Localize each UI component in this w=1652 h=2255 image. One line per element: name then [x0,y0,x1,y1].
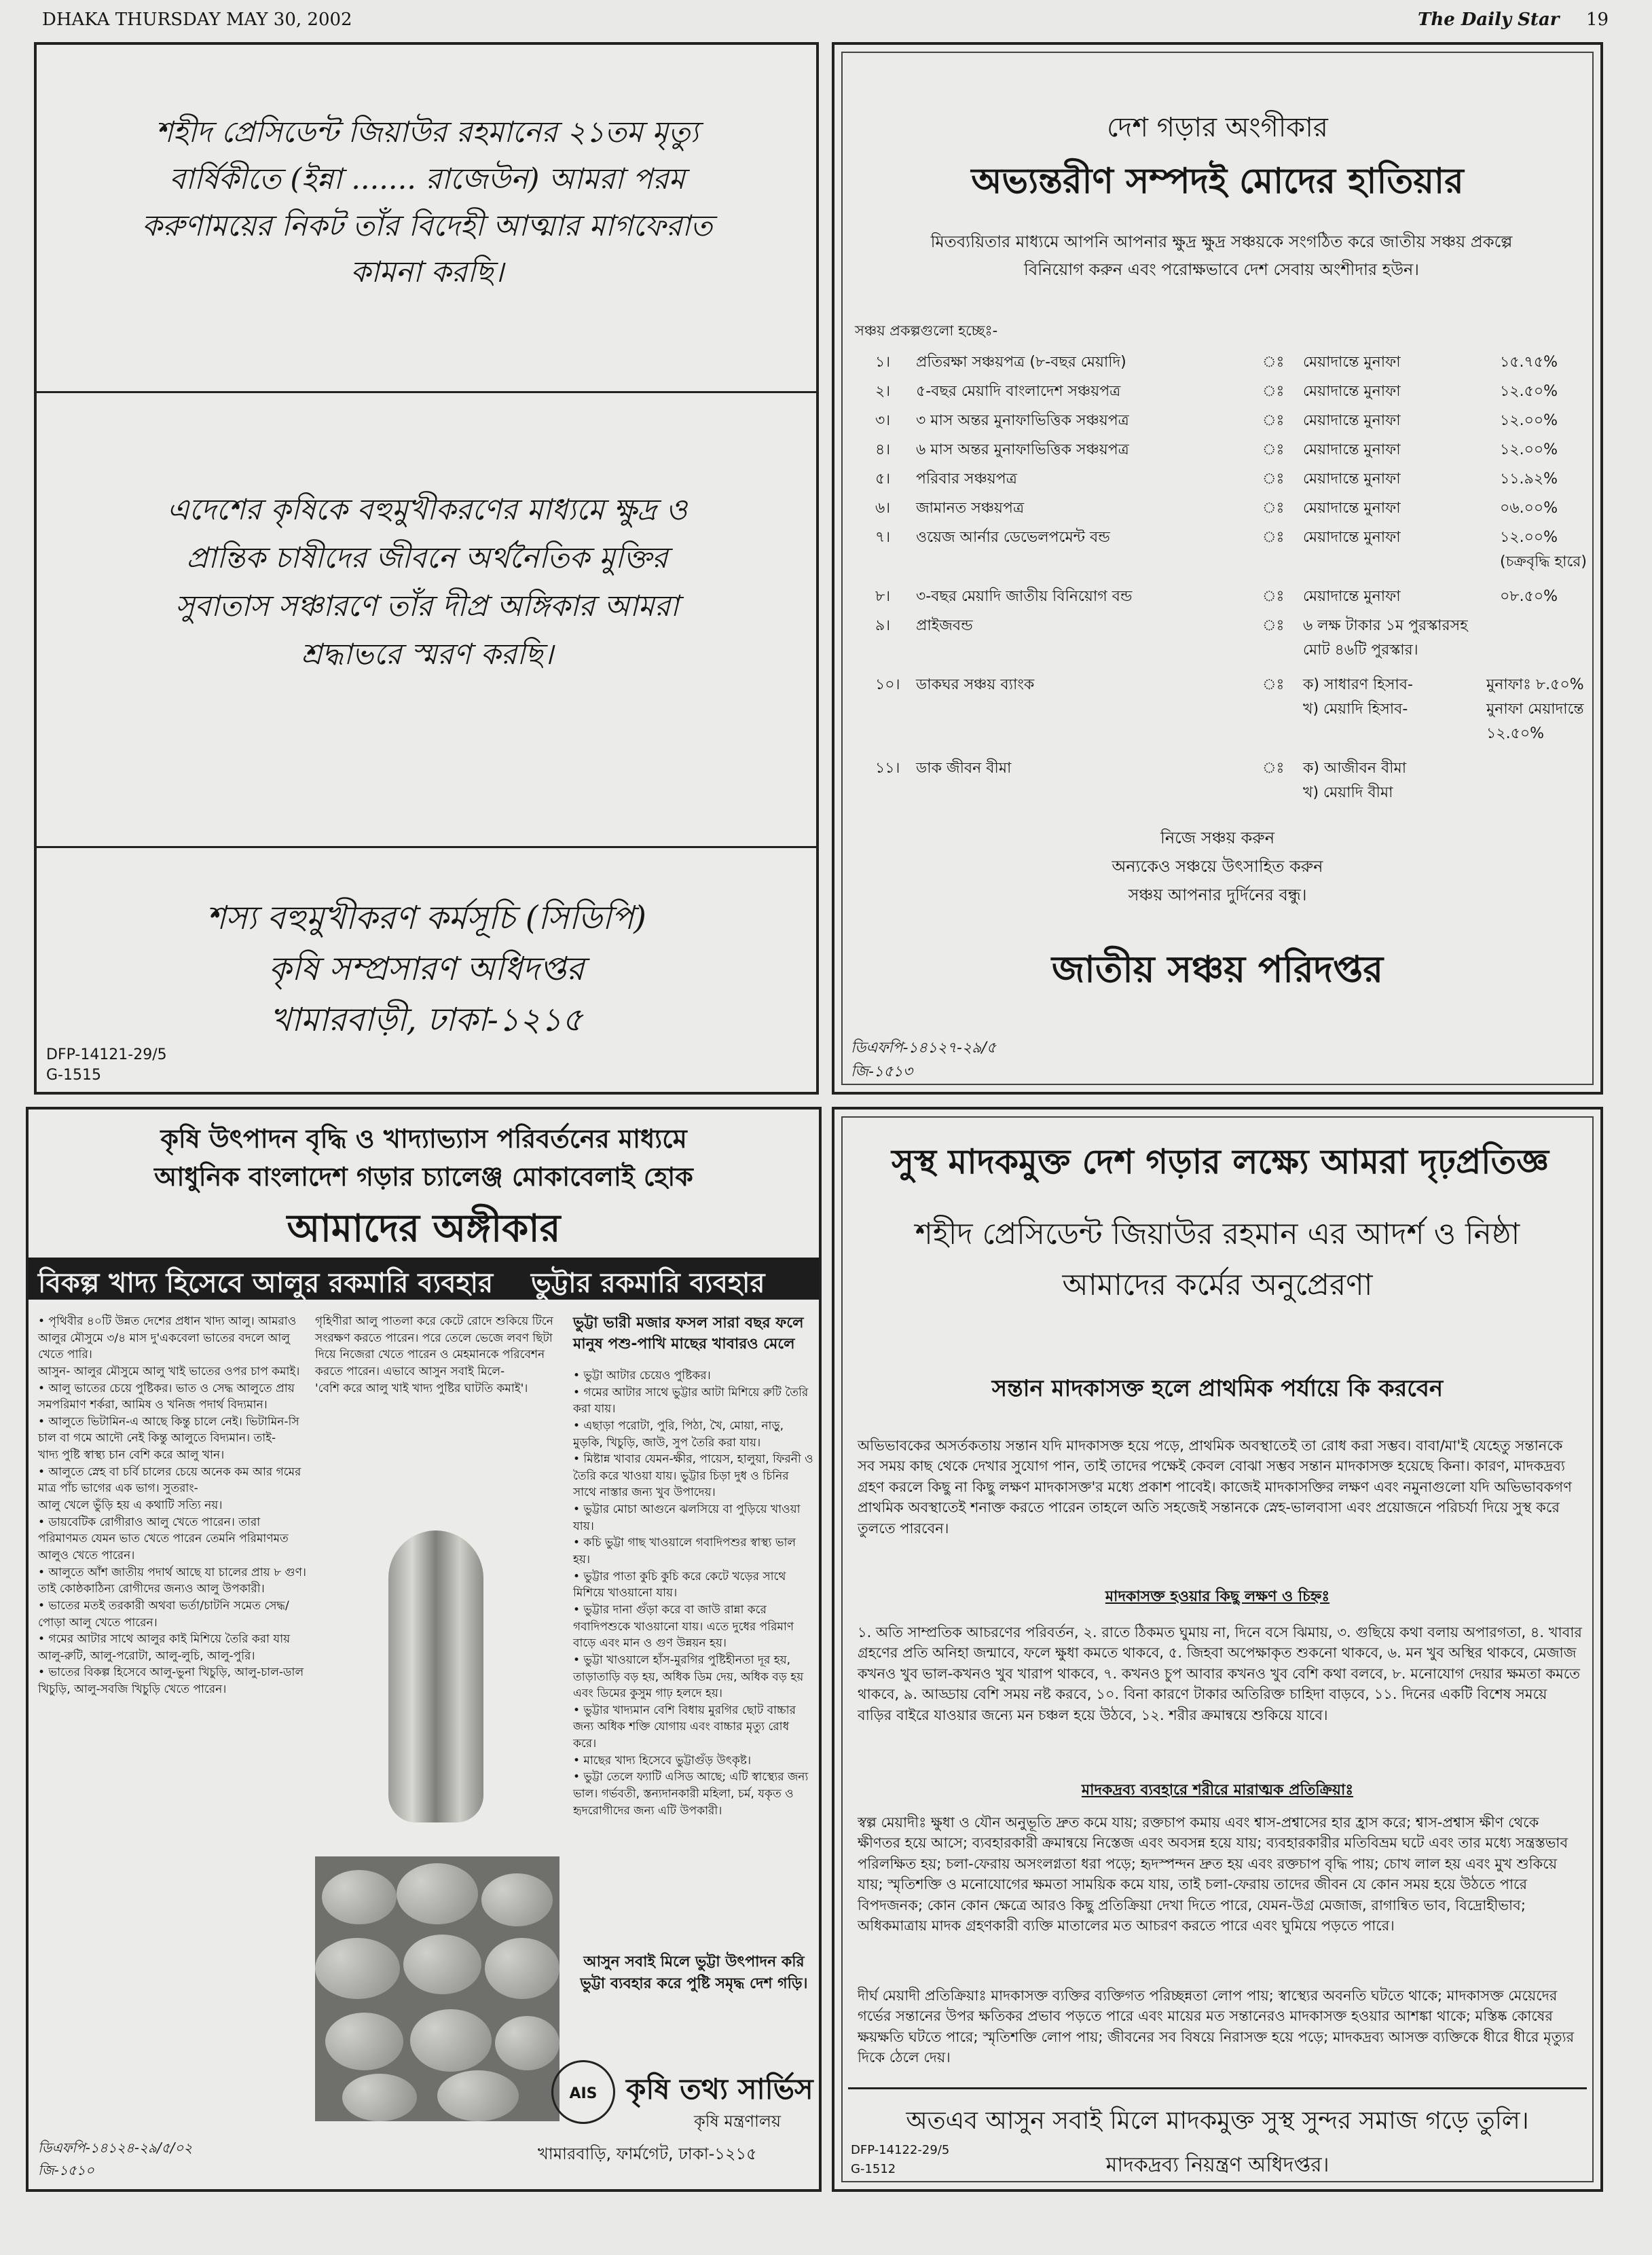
savings-row: ১২.৫০% [1486,725,1545,742]
ad-ais-ministry: কৃষি মন্ত্রণালয় [694,2112,782,2131]
divider [37,391,816,393]
ad-ais-maize-closing: আসুন সবাই মিলে ভুট্টা উৎপাদন করি ভুট্টা ব্যবহার করে পুষ্টি সমৃদ্ধ দেশ গড়ি। [580,1954,808,1992]
divider [848,2087,1587,2089]
masthead-dateline: DHAKA THURSDAY MAY 30, 2002 [42,10,352,30]
ad-narcotics-code: G-1512 [851,2162,896,2176]
ad-ais-potato-storage: গৃহিণীরা আলু পাতলা করে কেটে রোদে শুকিয়ে টিনে সংরক্ষণ করতে পারেন। পরে তেলে ভেজে লবণ ছিটা দিয়ে নিজেরা খেতে পারেন ও মেহমানকে পরিবেশন করতে পারেন। এভাবে আসুন সবাই মিলে- 'বেশি করে আলু খাই খাদ্য পুষ্টির ঘাটতি কমাই'। [315,1315,553,1395]
ad-savings-slogan: অন্যকেও সঞ্চয়ে উৎসাহিত করুন [1112,857,1323,876]
ad-savings-list-title: সঞ্চয় প্রকল্পগুলো হচ্ছেঃ- [855,323,998,339]
savings-row: (চক্রবৃদ্ধি হারে) [1500,553,1587,570]
ad-savings [832,42,1603,1095]
ad-ais-maize-uses: • ভুট্টা আটার চেয়েও পুষ্টিকর। • গমের আটার সাথে ভুট্টার আটা মিশিয়ে রুটি তৈরি করা যায়। • এছাড়া পরোটা, পুরি, পিঠা, খৈ, মোয়া, নাড়ু, মুড়কি, খিচুড়ি, জাউ, সুপ তৈরি করা যায়। • মিষ্টান্ন খাবার যেমন-ক্ষীর, পায়েস, হালুয়া, ফিরনী ও তৈরি করে খাওয়া যায়। ভুট্টার চিড়া দুধ ও চিনির সাথে নাস্তার জন্য খুব উপাদেয়। • ভুট্টার মোচা আগুনে ঝলসিয়ে বা পুড়িয়ে খাওয়া যায়। • কচি ভুট্টা গাছ খাওয়ালে গবাদিপশুর স্বাস্থ্য ভাল হয়। • ভুট্টার পাতা কুচি কুচি করে কেটে খড়ের সাথে মিশিয়ে খাওয়ানো যায়। • ভুট্টার দানা গুঁড়া করে বা জাউ রান্না করে গবাদিপশুকে খাওয়ানো যায়। এতে দুধের পরিমাণ বাড়ে এবং মান ও গুণ উন্নয়ন হয়। • ভুট্টা খাওয়ালে হাঁস-মুরগির পুষ্টিহীনতা দূর হয়, তাড়াতাড়ি বড় হয়, অধিক ডিম দেয়, অধিক বড় হয় এবং ডিমের কুসুম গাঢ় হলদে হয়। • ভুট্টার খাদ্যমান বেশি বিধায় মুরগির ছোট বাচ্চার জন্য অধিক শক্তি যোগায় এবং বাচ্চার মৃত্যু রোধ করে। • মাছের খাদ্য হিসেবে ভুট্টাগুঁড় উৎকৃষ্ট। • ভুট্টা তেলে ফ্যাটি এসিড আছে; এটি স্বাস্থ্যের জন্য ভাল। গর্ভবতী, স্তন্যদানকারী মহিলা, চর্ম, যকৃত ও হৃদরোগীদের জন্য এটি উপকারী। [573,1369,813,1818]
potato-pile-illustration [315,1856,559,2121]
ad-ais-code: জি-১৫১০ [38,2162,94,2178]
ad-ais [26,1107,822,2192]
savings-row: ১০। ডাকঘর সঞ্চয় ব্যাংক ঃ ক) সাধারণ হিসাব- মুনাফাঃ ৮.৫০% [875,676,1584,693]
ad-narcotics [832,1107,1603,2192]
divider [37,846,816,848]
savings-row: ৬। জামানত সঞ্চয়পত্র ঃ মেয়াদান্তে মুনাফা ০৬.০০% [875,500,1558,517]
ad-ais-org: কৃষি তথ্য সার্ভিস [626,2072,813,2106]
savings-row: মোট ৪৬টি পুরস্কার। [1303,642,1418,659]
ad-narcotics-short-term: স্বল্প মেয়াদীঃ ক্ষুধা ও যৌন অনুভূতি দ্রুত কমে যায়; রক্তচাপ কমায় এবং শ্বাস-প্রশ্বাসের হার হ্রাস করে; শ্বাস-প্রশ্বাস ক্ষীণ থেকে ক্ষীণতর হয়ে আসে; ব্যবহারকারী ক্রমান্বয়ে নিস্তেজ এবং অবসন্ন হয়ে যায়; ব্যবহারকারীর মতিবিভ্রম ঘটে এবং তার মধ্যে সন্ত্রস্তভাব পরিলক্ষিত হয়; চলা-ফেরায় অসংলগ্নতা ধরা পড়ে; হৃদস্পন্দন দ্রুত হয় এবং রক্তচাপ বৃদ্ধি পায়; চোখ লাল হয় এবং মুখ শুকিয়ে যায়; স্মৃতিশক্তি ও মনোযোগের ক্ষমতা সাময়িক কমে যায়, তাই চলা-ফেরায় তাদের জীবন যে কোন সময় হয়ে উঠতে পারে বিপদজনক; কোন কোন ক্ষেত্রে আরও কিছু প্রতিক্রিয়া দেখা দিতে পারে, যেমন-উগ্র মেজাজ, রাগান্বিত ভাব, বিদ্রোহীভাব; অধিকমাত্রায় মাদক গ্রহণকারী ব্যক্তি মাতালের মত আচরণ করতে পারে এবং ঘুমিয়ে পড়তে পারে। [858,1814,1568,1935]
ad-cdp-org-name: শস্য বহুমুখীকরণ কর্মসূচি (সিডিপি) [206,899,646,937]
ad-ais-address: খামারবাড়ি, ফার্মগেট, ঢাকা-১২১৫ [538,2144,757,2163]
banner-potato: বিকল্প খাদ্য হিসেবে আলুর রকমারি ব্যবহার [38,1268,494,1299]
ad-savings-org: জাতীয় সঞ্চয় পরিদপ্তর [1051,947,1384,991]
ad-savings-kicker: দেশ গড়ার অংগীকার [1107,112,1328,143]
savings-row: ৪। ৬ মাস অন্তর মুনাফাভিত্তিক সঞ্চয়পত্র ঃ মেয়াদান্তে মুনাফা ১২.০০% [875,441,1558,458]
savings-row: ২। ৫-বছর মেয়াদি বাংলাদেশ সঞ্চয়পত্র ঃ মেয়াদান্তে মুনাফা ১২.৫০% [875,383,1558,400]
ad-savings-slogan: সঞ্চয় আপনার দুর্দিনের বন্ধু। [1128,885,1307,904]
ad-cdp-tribute: শহীদ প্রেসিডেন্ট জিয়াউর রহমানের ২১তম মৃত্যু বার্ষিকীতে (ইন্না ....... রাজেউন) আমরা পরম করুণাময়ের নিকট তাঁর বিদেহী আত্মার মাগফেরাত কামনা করছি। [141,115,713,290]
ad-cdp-pledge: এদেশের কৃষিকে বহুমুখীকরণের মাধ্যমে ক্ষুদ্র ও প্রান্তিক চাষীদের জীবনে অর্থনৈতিক মুক্তির সুবাতাস সঞ্চারণে তাঁর দীপ্র অঙ্গিকার আমরা শ্রদ্ধাভরে স্মরণ করছি। [166,493,688,672]
ad-narcotics-intro: অভিভাবকের অসর্তকতায় সন্তান যদি মাদকাসক্ত হয়ে পড়ে, প্রাথমিক অবস্থাতেই তা রোধ করা সম্ভব। বাবা/মা'ই যেহেতু সন্তানকে সব সময় কাছ থেকে দেখার সুযোগ পান, তাই তাদের পক্ষেই কেবল বোঝা সম্ভব সন্তান মাদকাসক্ত হয়েছে কিনা। কারণ, মাদকদ্রব্য গ্রহণ করলে কিছু না কিছু লক্ষণ মাদকাসক্ত'র মধ্যে প্রকাশ পাবেই। কাজেই মাদকাসক্তির লক্ষণ এবং নমুনাগুলো যদি অভিভাবকগণ প্রাথমিক অবস্থাতেই শনাক্ত করতে পারেন তাহলে অতি সহজেই সন্তানকে স্নেহ-ভালবাসা এবং প্রয়োজনে পরিচর্যা দিয়ে সুস্থ করে তুলতে পারবেন। [858,1437,1572,1537]
savings-row: ১। প্রতিরক্ষা সঞ্চয়পত্র (৮-বছর মেয়াদি) ঃ মেয়াদান্তে মুনাফা ১৫.৭৫% [875,354,1558,371]
savings-row: খ) মেয়াদি বীমা [1303,784,1393,801]
ad-savings-slogan: নিজে সঞ্চয় করুন [1160,828,1275,847]
ad-cdp-address: খামারবাড়ী, ঢাকা-১২১৫ [270,1001,583,1039]
ad-ais-potato-facts: • পৃথিবীর ৪০টি উন্নত দেশের প্রধান খাদ্য আলু। আমরাও আলুর মৌসুমে ৩/৪ মাস দু'একবেলা ভাতের বদলে আলু খেতে পারি। আসুন- আলুর মৌসুমে আলু খাই ভাতের ওপর চাপ কমাই। • আলু ভাতের চেয়ে পুষ্টিকর। ভাত ও সেদ্ধ আলুতে প্রায় সমপরিমাণ শর্করা, আমিষ ও খনিজ পদার্থ বিদ্যমান। • আলুতে ভিটামিন-এ আছে কিন্তু চালে নেই। ভিটামিন-সি চাল বা গমে আদৌ নেই কিন্তু আলুতে বিদ্যমান। তাই- খাদ্য পুষ্টি স্বাস্থ্য চান বেশি করে আলু খান। • আলুতে স্নেহ বা চর্বি চালের চেয়ে অনেক কম আর গমের মাত্র পাঁচ ভাগের এক ভাগ। সুতরাং- আলু খেলে ভুঁড়ি হয় এ কথাটি সত্যি নয়। • ডায়বেটিক রোগীরাও আলু খেতে পারেন। তারা পরিমাণমত যেমন ভাত খেতে পারেন তেমনি পরিমাণমত আলুও খেতে পারেন। • আলুতে আঁশ জাতীয় পদার্থ আছে যা চালের প্রায় ৮ গুণ। তাই কোষ্ঠকাঠিন্য রোগীদের জন্যও আলু উপকারী। • ভাতের মতই তরকারী অথবা ভর্তা/চাটনি সমেত সেদ্ধ/পোড়া আলু খেতে পারেন। • গমের আটার সাথে আলুর কাই মিশিয়ে তৈরি করা যায় আলু-রুটি, আলু-পরোটা, আলু-লুচি, আলু-পুরি। • ভাতের বিকল্প হিসেবে আলু-ভুনা খিচুড়ি, আলু-চাল-ডাল খিচুড়ি, আলু-সবজি খিচুড়ি খেতে পারেন। [38,1315,306,1697]
savings-row: ৭। ওয়েজ আর্নার ডেভেলপমেন্ট বন্ড ঃ মেয়াদান্তে মুনাফা ১২.০০% [875,529,1558,546]
ad-narcotics-signs: ১. অতি সাম্প্রতিক আচরণের পরিবর্তন, ২. রাতে ঠিকমত ঘুমায় না, দিনে বসে ঝিমায়, ৩. গুছিয়ে কথা বলায় অপারগতা, ৪. খাবার গ্রহণের প্রতি অনিহা জন্মাবে, ফলে ক্ষুধা কমতে থাকবে, ৫. জিহবা অপেক্ষাকৃত শুকনো থাকবে, ৬. মন খুব অস্থির থাকবে, মেজাজ কখনও খুব ভাল-কখনও খুব খারাপ থাকবে, ৭. কখনও চুপ আবার কখনও খুব বেশি কথা বলবে, ৮. মনোযোগ দেয়ার ক্ষমতা কমতে থাকবে, ৯. আড্ডায় বেশি সময় নষ্ট করবে, ১০. বিনা কারণে টাকার অতিরিক্ত চাহিদা বাড়বে, ১১. দিনের একটি বিশেষ সময়ে বাড়ির বাইরে যাওয়ার জন্যে মন চঞ্চল হয়ে উঠবে, ১২. শরীর ক্রমান্বয়ে শুকিয়ে যাবে। [858,1624,1582,1723]
savings-row: খ) মেয়াদি হিসাব- মুনাফা মেয়াদান্তে [1303,701,1584,718]
savings-row: ৯। প্রাইজবন্ড ঃ ৬ লক্ষ টাকার ১ম পুরস্কারসহ [875,617,1468,634]
ad-savings-code: ডিএফপি-১৪১২৭-২৯/৫ [851,1040,997,1057]
ad-ais-code: ডিএফপি-১৪১২৪-২৯/৫/০২ [38,2140,193,2156]
ad-ais-maize-title: ভুট্টা ভারী মজার ফসল সারা বছর ফলে মানুষ পশু-পাখি মাছের খাবারও মেলে [573,1315,804,1353]
masthead-page-number: 19 [1586,10,1609,30]
ad-narcotics-long-term: দীর্ঘ মেয়াদী প্রতিক্রিয়াঃ মাদকাসক্ত ব্যক্তির ব্যক্তিগত পরিচ্ছন্নতা লোপ পায়; স্বাস্থ্যের অবনতি ঘটতে থাকে; মাদকাসক্ত মেয়েদের গর্ভের সন্তানের উপর ক্ষতিকর প্রভাব পড়তে পারে এবং মায়ের মত সন্তানেরও মাদকাসক্ত হওয়ার আশঙ্কা থাকে; মস্তিষ্ক কোষের ক্ষয়ক্ষতি ঘটতে পারে; স্মৃতিশক্তি লোপ পায়; জীবনের সব বিষয়ে নিরাসক্ত হয়ে পড়ে; মাদকদ্রব্য আসক্ত ব্যক্তিকে ধীরে ধীরে মৃত্যুর দিকে ঠেলে দেয়। [858,1987,1575,2066]
ad-cdp-code: DFP-14121-29/5 [46,1046,167,1063]
ad-cdp-department: কৃষি সম্প্রসারণ অধিদপ্তর [268,950,585,988]
ad-ais-heading: কৃষি উৎপাদন বৃদ্ধি ও খাদ্যাভ্যাস পরিবর্তনের মাধ্যমে [160,1124,687,1154]
ad-narcotics-effects-title: মাদকদ্রব্য ব্যবহারে শরীরে মারাত্মক প্রতিক্রিয়াঃ [1081,1782,1354,1799]
masthead-paper-name: The Daily Star [1418,10,1560,30]
ad-narcotics-org: মাদকদ্রব্য নিয়ন্ত্রণ অধিদপ্তর। [1105,2153,1329,2177]
savings-row: ৮। ৩-বছর মেয়াদি জাতীয় বিনিয়োগ বন্ড ঃ মেয়াদান্তে মুনাফা ০৮.৫০% [875,588,1558,605]
ad-ais-heading: আধুনিক বাংলাদেশ গড়ার চ্যালেঞ্জ মোকাবেলাই হোক [154,1162,693,1192]
ad-savings-headline: অভ্যন্তরীণ সম্পদই মোদের হাতিয়ার [971,160,1464,202]
ad-narcotics-code: DFP-14122-29/5 [851,2143,950,2157]
ad-narcotics-sub: শহীদ প্রেসিডেন্ট জিয়াউর রহমান এর আদর্শ ও নিষ্ঠা [915,1217,1520,1251]
ad-narcotics-sub: আমাদের কর্মের অনুপ্রেরণা [1062,1268,1373,1302]
ad-narcotics-signs-title: মাদকাসক্ত হওয়ার কিছু লক্ষণ ও চিহ্নঃ [1105,1588,1330,1605]
savings-row: ১১। ডাক জীবন বীমা ঃ ক) আজীবন বীমা [875,760,1407,777]
savings-row: ৫। পরিবার সঞ্চয়পত্র ঃ মেয়াদান্তে মুনাফা ১১.৯২% [875,471,1558,488]
ad-narcotics-headline: সুস্থ মাদকমুক্ত দেশ গড়ার লক্ষ্যে আমরা দৃঢ়প্রতিজ্ঞ [892,1142,1549,1181]
ais-logo: AIS [551,2060,615,2124]
banner-maize: ভুট্টার রকমারি ব্যবহার [531,1268,765,1299]
ad-savings-code: জি-১৫১৩ [851,1063,913,1080]
ad-ais-banner [29,1258,819,1300]
ad-savings-intro: মিতব্যয়িতার মাধ্যমে আপনি আপনার ক্ষুদ্র ক্ষুদ্র সঞ্চয়কে সংগঠিত করে জাতীয় সঞ্চয় প্রকল্পে বিনিয়োগ করুন এবং পরোক্ষভাবে দেশ সেবায় অংশীদার হউন। [930,232,1513,279]
ad-cdp [34,42,819,1095]
ad-narcotics-closing: অতএব আসুন সবাই মিলে মাদকমুক্ত সুস্থ সুন্দর সমাজ গড়ে তুলি। [906,2107,1529,2135]
ad-narcotics-question: সন্তান মাদকাসক্ত হলে প্রাথমিক পর্যায়ে কি করবেন [991,1375,1444,1402]
ad-ais-heading-pledge: আমাদের অঙ্গীকার [287,1207,561,1251]
maize-cob-illustration [388,1530,483,1822]
savings-row: ৩। ৩ মাস অন্তর মুনাফাভিত্তিক সঞ্চয়পত্র ঃ মেয়াদান্তে মুনাফা ১২.০০% [875,412,1558,429]
ad-cdp-code: G-1515 [46,1067,101,1084]
